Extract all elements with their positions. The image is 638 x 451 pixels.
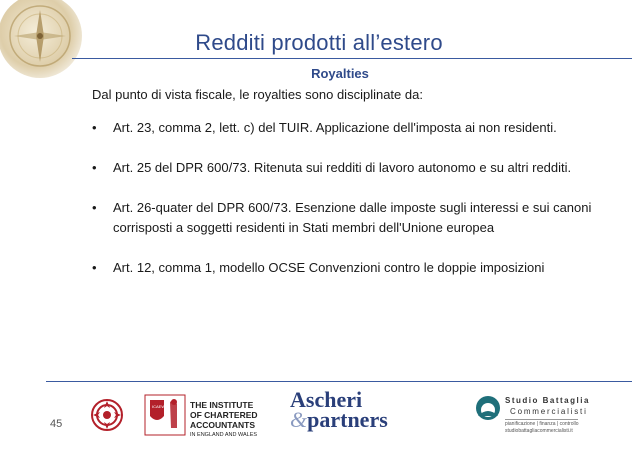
studio-url: studiobattagliacommercialisti.it (505, 428, 573, 434)
page-number: 45 (50, 418, 63, 430)
intro-text: Dal punto di vista fiscale, le royalties sono disciplinate da: (92, 87, 423, 102)
bullet-icon: • (92, 260, 97, 275)
bullet-text: Art. 25 del DPR 600/73. Ritenuta sui redditi di lavoro autonomo e su altri redditi. (113, 160, 572, 175)
bullet-icon: • (92, 200, 97, 215)
ascheri-name: Ascheri (290, 387, 363, 412)
studio-battaglia-icon (474, 394, 502, 422)
icaew-line: OF CHARTERED (190, 410, 258, 420)
icaew-line: IN ENGLAND AND WALES (190, 432, 258, 438)
bullet-text: Art. 26-quater del DPR 600/73. Esenzione dalle imposte sugli interessi e sui canoni corrisposti a soggetti residenti in Stati membri dell'Unione europea (113, 200, 592, 235)
icaew-crest-icon (144, 394, 186, 436)
icaew-line: ACCOUNTANTS (190, 420, 256, 430)
emblem-icon (90, 398, 124, 432)
bullet-text: Art. 23, comma 2, lett. c) del TUIR. Applicazione dell'imposta ai non residenti. (113, 120, 557, 135)
ascheri-partners-logo (290, 387, 388, 432)
bullet-item (92, 198, 622, 238)
svg-text:ICAEW: ICAEW (152, 404, 166, 409)
ascheri-partners: partners (307, 407, 388, 432)
bullet-item (92, 258, 622, 278)
bullet-item (92, 118, 622, 138)
slide-title: Redditi prodotti all’estero (195, 30, 443, 55)
icaew-line: THE INSTITUTE (190, 400, 254, 410)
footer-divider (46, 381, 632, 382)
bullet-list (92, 118, 622, 298)
bullet-item (92, 158, 622, 178)
studio-subtitle: Commercialisti (510, 407, 588, 416)
bullet-icon: • (92, 160, 97, 175)
icaew-text (190, 400, 258, 440)
bullet-text: Art. 12, comma 1, modello OCSE Convenzioni contro le doppie imposizioni (113, 260, 545, 275)
studio-battaglia-logo (474, 394, 502, 427)
title-divider (72, 58, 632, 59)
ascheri-amp: & (290, 407, 308, 432)
slide-subtitle: Royalties (311, 66, 369, 81)
emblem-logo (90, 398, 124, 437)
bullet-icon: • (92, 120, 97, 135)
icaew-logo (144, 394, 186, 441)
studio-tagline: pianificazione | finanza | controllo (505, 421, 579, 427)
studio-name: Studio Battaglia (505, 396, 590, 405)
